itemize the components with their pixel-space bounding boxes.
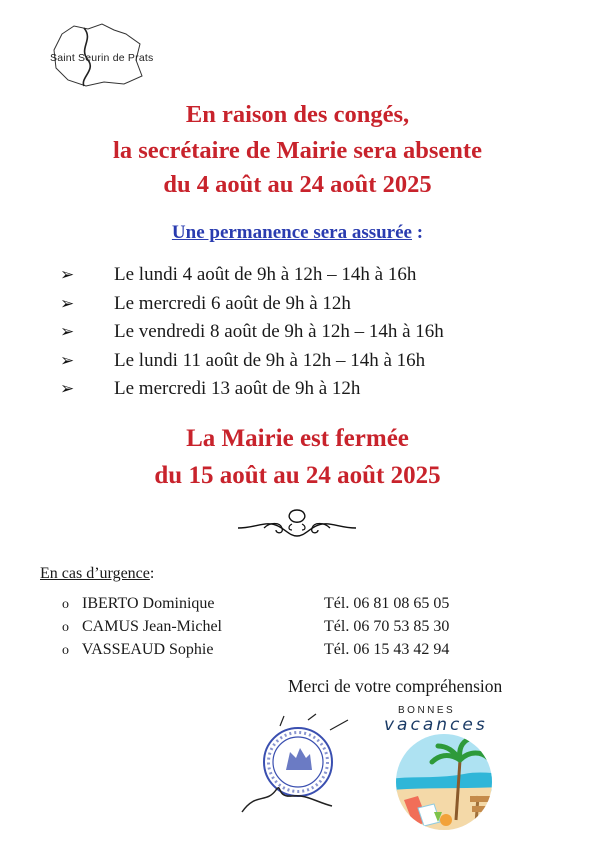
notice-line-2: la secrétaire de Mairie sera absente bbox=[113, 137, 482, 164]
permanence-colon: : bbox=[412, 222, 424, 243]
schedule-item bbox=[60, 349, 444, 378]
schedule-item-text: Le mercredi 13 août de 9h à 12h bbox=[114, 378, 361, 399]
notice-line-3: du 4 août au 24 août 2025 bbox=[163, 171, 432, 198]
emergency-heading-colon: : bbox=[149, 565, 155, 582]
contact-row bbox=[62, 616, 542, 639]
closure-line-1: La Mairie est fermée bbox=[186, 425, 409, 452]
schedule-list bbox=[60, 263, 444, 406]
arrow-bullet-icon: ➢ bbox=[60, 350, 75, 370]
contact-row bbox=[62, 639, 542, 662]
permanence-heading bbox=[0, 222, 595, 244]
circle-bullet-icon: o bbox=[62, 597, 69, 612]
closure-line-2: du 15 août au 24 août 2025 bbox=[154, 462, 441, 489]
schedule-item-text: Le vendredi 8 août de 9h à 12h – 14h à 16h bbox=[114, 321, 444, 342]
schedule-item bbox=[60, 292, 444, 321]
contact-phone[interactable]: Tél. 06 70 53 85 30 bbox=[324, 618, 450, 635]
contact-row bbox=[62, 593, 542, 616]
schedule-item-text: Le lundi 4 août de 9h à 12h – 14h à 16h bbox=[114, 264, 417, 285]
arrow-bullet-icon: ➢ bbox=[60, 379, 75, 398]
schedule-item-text: Le mercredi 6 août de 9h à 12h bbox=[114, 292, 351, 314]
contact-phone[interactable]: Tél. 06 81 08 65 05 bbox=[324, 595, 450, 612]
schedule-item-text: Le lundi 11 août de 9h à 12h – 14h à 16h bbox=[114, 349, 426, 371]
schedule-item bbox=[60, 263, 444, 292]
circle-bullet-icon: o bbox=[62, 643, 69, 658]
ornament-divider-icon bbox=[236, 506, 358, 538]
emergency-heading bbox=[40, 565, 154, 583]
contact-name: VASSEAUD Sophie bbox=[81, 641, 214, 658]
vacances-heading: BONNES bbox=[398, 705, 456, 716]
notice-line-1: En raison des congés, bbox=[185, 101, 410, 128]
contact-name: CAMUS Jean-Michel bbox=[82, 618, 222, 635]
permanence-label: Une permanence sera assurée bbox=[171, 222, 412, 243]
contacts-list bbox=[62, 593, 542, 662]
official-stamp-icon bbox=[236, 712, 358, 822]
emergency-heading-text: En cas d’urgence bbox=[40, 565, 150, 582]
schedule-item bbox=[60, 320, 444, 349]
vacances-word: vacances bbox=[384, 715, 488, 735]
arrow-bullet-icon: ➢ bbox=[60, 322, 75, 341]
schedule-item bbox=[60, 377, 444, 406]
contact-phone[interactable]: Tél. 06 15 43 42 94 bbox=[324, 641, 450, 658]
logo-text: Saint Seurin de Prats bbox=[50, 52, 154, 64]
arrow-bullet-icon: ➢ bbox=[60, 293, 75, 313]
arrow-bullet-icon: ➢ bbox=[60, 265, 75, 284]
thanks-message: Merci de votre compréhension bbox=[288, 676, 503, 696]
circle-bullet-icon: o bbox=[62, 620, 69, 635]
contact-name: IBERTO Dominique bbox=[82, 595, 215, 612]
